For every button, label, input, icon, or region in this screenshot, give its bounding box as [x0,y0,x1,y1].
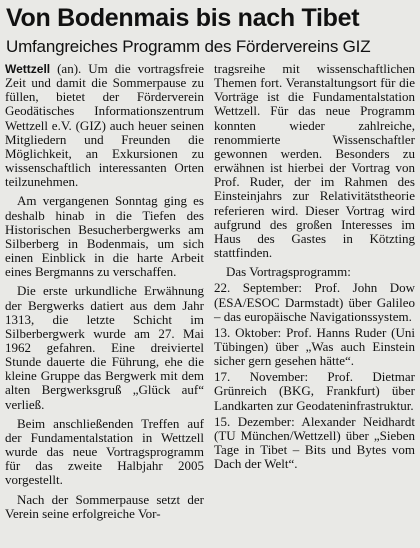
subheadline: Umfangreiches Programm des Fördervereins GIZ [6,37,371,56]
program-item: 17. November: Prof. Dietmar Grünreich (BKG, Frankfurt) über Landkarten zur Geodateninfrastruktur. [214,369,415,413]
program-heading: Das Vortragsprogramm: [226,264,351,280]
paragraph: Am vergangenen Sonntag ging es deshalb hinab in die Tiefen des Historischen Besucherbergwerks am Silberberg in Bodenmais, um sich einen Einblick in die harte Arbeit eines Bergmanns zu verschaffen. [5,193,204,280]
paragraph: tragsreihe mit wissenschaftlichen Themen fort. Veranstaltungsort für die Vorträge ist die Fundamentalstation Wettzell. Für das neue Programm konnten wieder zahlreiche, renommierte Wissenschaftler gewonnen werden. Besonders zu erwähnen ist hierbei der Vortrag von Prof. Ruder, der im Rahmen des Einsteinjahrs zur Relativitätstheorie referieren wird. Dieser Vortrag wird aufgrund des großen Interesses im Haus des Gastes in Kötzting stattfinden. [214,61,415,261]
article-column-left [5,62,204,521]
paragraph: Die erste urkundliche Erwähnung der Bergwerks datiert aus dem Jahr 1313, die letzte Schicht im Silberbergwerk wurde am 27. Mai 1962 gefahren. Eine dreiviertel Stunde dauerte die Führung, ehe die kleine Gruppe das Bergwerk mit dem alten Bergwerksgruß „Glück auf“ verließ. [5,283,204,412]
program-item: 15. Dezember: Alexander Neidhardt (TU München/Wettzell) über „Sieben Tage in Tibet – Bits und Bytes vom Dach der Welt“. [214,413,415,472]
paragraph [5,62,204,189]
program-item: 22. September: Prof. John Dow (ESA/ESOC Darmstadt) über Galileo – das europäische Navigationssystem. [214,280,415,324]
paragraph-text: (an). Um die vortragsfreie Zeit und damit die Sommerpause zu füllen, bietet der Förderverein Geodätisches Informationszentrum Wettzell e.V. (GIZ) auch heuer seinen Mitgliedern und Freunden die Möglichkeit, an Exkursionen zu wissenschaftlich interessanten Orten teilzunehmen. [5,61,204,190]
paragraph: Beim anschließenden Treffen auf der Fundamentalstation in Wettzell wurde das neue Vortragsprogramm für das zweite Halbjahr 2005 vorgestellt. [5,415,204,488]
headline: Von Bodenmais bis nach Tibet [6,4,360,32]
dateline: Wettzell [5,62,51,76]
program-item: 13. Oktober: Prof. Hanns Ruder (Uni Tübingen) über „Was auch Einstein sicher gern gesehen hätte“. [214,324,415,369]
article-column-right [214,62,415,471]
paragraph: Nach der Sommerpause setzt der Verein seine erfolgreiche Vor- [5,491,204,521]
